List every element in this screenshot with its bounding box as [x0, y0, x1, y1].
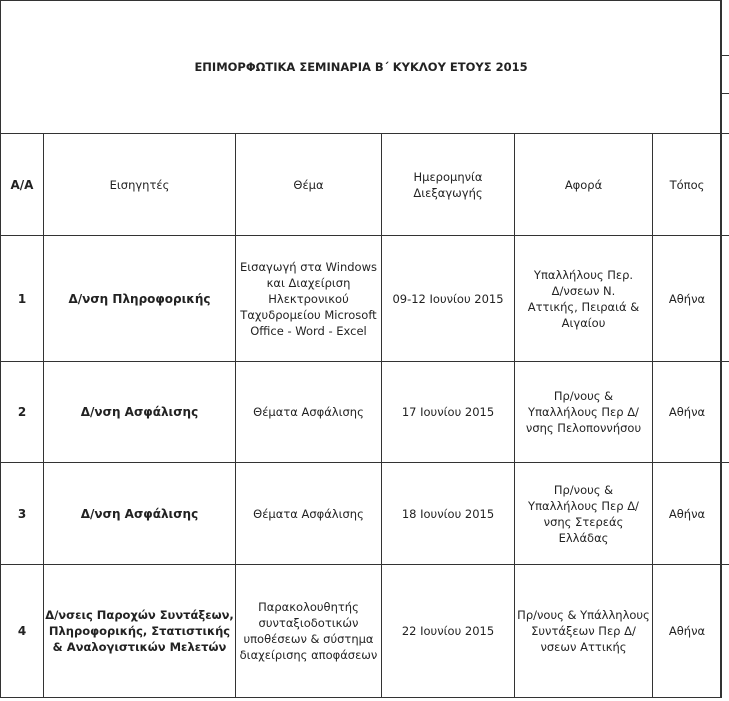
row-date: 18 Ιουνίου 2015 — [382, 463, 515, 565]
row-audience: Πρ/νους & Υπαλλήλους Περ Δ/νσης Πελοποννήσου — [515, 362, 653, 463]
table-title: ΕΠΙΜΟΡΦΩΤΙΚΑ ΣΕΜΙΝΑΡΙΑ Β΄ ΚΥΚΛΟΥ ΕΤΟΥΣ 2015 — [1, 1, 722, 134]
row-aa: 1 — [1, 236, 44, 362]
row-topic: Θέματα Ασφάλισης — [236, 362, 382, 463]
table-row — [1, 362, 722, 463]
header-date: Ημερομηνία Διεξαγωγής — [382, 134, 515, 236]
row-place: Αθήνα — [653, 463, 722, 565]
table-row — [1, 236, 722, 362]
header-row — [1, 134, 722, 236]
row-speakers: Δ/νση Ασφάλισης — [44, 362, 236, 463]
row-speakers: Δ/νση Πληροφορικής — [44, 236, 236, 362]
row-topic: Εισαγωγή στα Windows και Διαχείριση Ηλεκτρονικού Ταχυδρομείου Microsoft Office - Word - Excel — [236, 236, 382, 362]
row-place: Αθήνα — [653, 362, 722, 463]
table-row — [1, 463, 722, 565]
row-topic: Παρακολουθητής συνταξιοδοτικών υποθέσεων & σύστημα διαχείρισης αποφάσεων — [236, 565, 382, 698]
header-audience: Αφορά — [515, 134, 653, 236]
row-place: Αθήνα — [653, 565, 722, 698]
row-audience: Πρ/νους & Υπάλληλους Συντάξεων Περ Δ/νσεων Αττικής — [515, 565, 653, 698]
header-place: Τόπος — [653, 134, 722, 236]
row-date: 22 Ιουνίου 2015 — [382, 565, 515, 698]
row-speakers: Δ/νσεις Παροχών Συντάξεων, Πληροφορικής, Στατιστικής & Αναλογιστικών Μελετών — [44, 565, 236, 698]
header-speakers: Εισηγητές — [44, 134, 236, 236]
table-row — [1, 565, 722, 698]
row-aa: 3 — [1, 463, 44, 565]
row-date: 09-12 Ιουνίου 2015 — [382, 236, 515, 362]
row-aa: 2 — [1, 362, 44, 463]
row-date: 17 Ιουνίου 2015 — [382, 362, 515, 463]
header-topic: Θέμα — [236, 134, 382, 236]
row-audience: Υπαλλήλους Περ. Δ/νσεων Ν. Αττικής, Πειραιά & Αιγαίου — [515, 236, 653, 362]
row-audience: Πρ/νους & Υπαλλήλους Περ Δ/νσης Στερεάς Ελλάδας — [515, 463, 653, 565]
adjacent-column-edge — [720, 0, 729, 697]
row-place: Αθήνα — [653, 236, 722, 362]
row-topic: Θέματα Ασφάλισης — [236, 463, 382, 565]
row-speakers: Δ/νση Ασφάλισης — [44, 463, 236, 565]
header-aa: Α/Α — [1, 134, 44, 236]
row-aa: 4 — [1, 565, 44, 698]
